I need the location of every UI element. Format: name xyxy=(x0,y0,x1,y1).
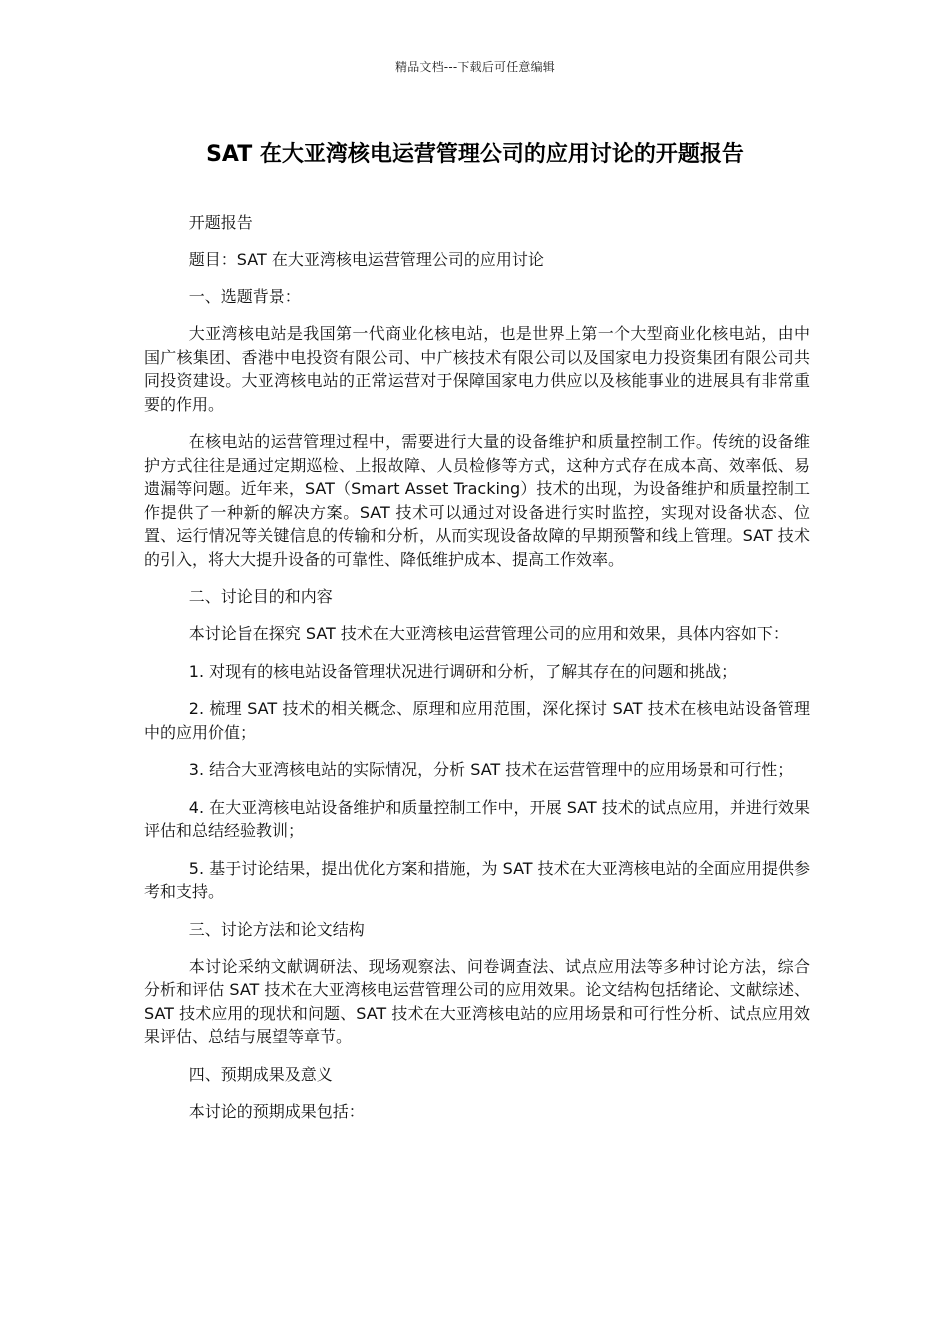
list-item-5: 5. 基于讨论结果，提出优化方案和措施，为 SAT 技术在大亚湾核电站的全面应用提供参考和支持。 xyxy=(144,858,810,901)
paragraph-background-2: 在核电站的运营管理过程中，需要进行大量的设备维护和质量控制工作。传统的设备维护方式往往是通过定期巡检、上报故障、人员检修等方式，这种方式存在成本高、效率低、易遗漏等问题。近年来，SAT（Smart Asset Tracking）技术的出现，为设备维护和质量控制工作提供了一种新的解决方案。SAT 技术可以通过对设备进行实时监控，实现对设备状态、位置、运行情况等关键信息的传输和分析，从而实现设备故障的早期预警和线上管理。SAT 技术的引入，将大大提升设备的可靠性、降低维护成本、提高工作效率。 xyxy=(144,432,810,569)
section-heading-outcomes: 四、预期成果及意义 xyxy=(188,1064,333,1084)
report-topic: 题目：SAT 在大亚湾核电运营管理公司的应用讨论 xyxy=(188,250,544,269)
section-heading-purpose: 二、讨论目的和内容 xyxy=(188,587,333,606)
section-heading-background: 一、选题背景： xyxy=(188,287,301,306)
report-label: 开题报告 xyxy=(188,213,253,232)
header-note: 精品文档---下载后可任意编辑 xyxy=(395,60,555,74)
list-item-3: 3. 结合大亚湾核电站的实际情况，分析 SAT 技术在运营管理中的应用场景和可行性； xyxy=(188,760,794,779)
document-title: SAT 在大亚湾核电运营管理公司的应用讨论的开题报告 xyxy=(206,142,744,167)
list-item-2: 2. 梳理 SAT 技术的相关概念、原理和应用范围，深化探讨 SAT 技术在核电站设备管理中的应用价值； xyxy=(144,699,810,742)
paragraph-background-1: 大亚湾核电站是我国第一代商业化核电站，也是世界上第一个大型商业化核电站，由中国广核集团、香港中电投资有限公司、中广核技术有限公司以及国家电力投资集团有限公司共同投资建设。大亚湾核电站的正常运营对于保障国家电力供应以及核能事业的进展具有非常重要的作用。 xyxy=(144,324,810,414)
section-heading-methods: 三、讨论方法和论文结构 xyxy=(188,919,365,939)
paragraph-methods: 本讨论采纳文献调研法、现场观察法、问卷调查法、试点应用法等多种讨论方法，综合分析和评估 SAT 技术在大亚湾核电运营管理公司的应用效果。论文结构包括绪论、文献综述、SAT 技术应用的现状和问题、SAT 技术在大亚湾核电站的应用场景和可行性分析、试点应用效果评估、总结与展望等章节。 xyxy=(144,956,810,1046)
paragraph-outcomes-intro: 本讨论的预期成果包括： xyxy=(188,1101,365,1121)
document-body xyxy=(144,211,810,1137)
list-item-1: 1. 对现有的核电站设备管理状况进行调研和分析，了解其存在的问题和挑战； xyxy=(188,661,738,681)
list-item-4: 4. 在大亚湾核电站设备维护和质量控制工作中，开展 SAT 技术的试点应用，并进行效果评估和总结经验教训； xyxy=(144,797,810,840)
paragraph-purpose-intro: 本讨论旨在探究 SAT 技术在大亚湾核电运营管理公司的应用和效果，具体内容如下： xyxy=(188,624,789,643)
